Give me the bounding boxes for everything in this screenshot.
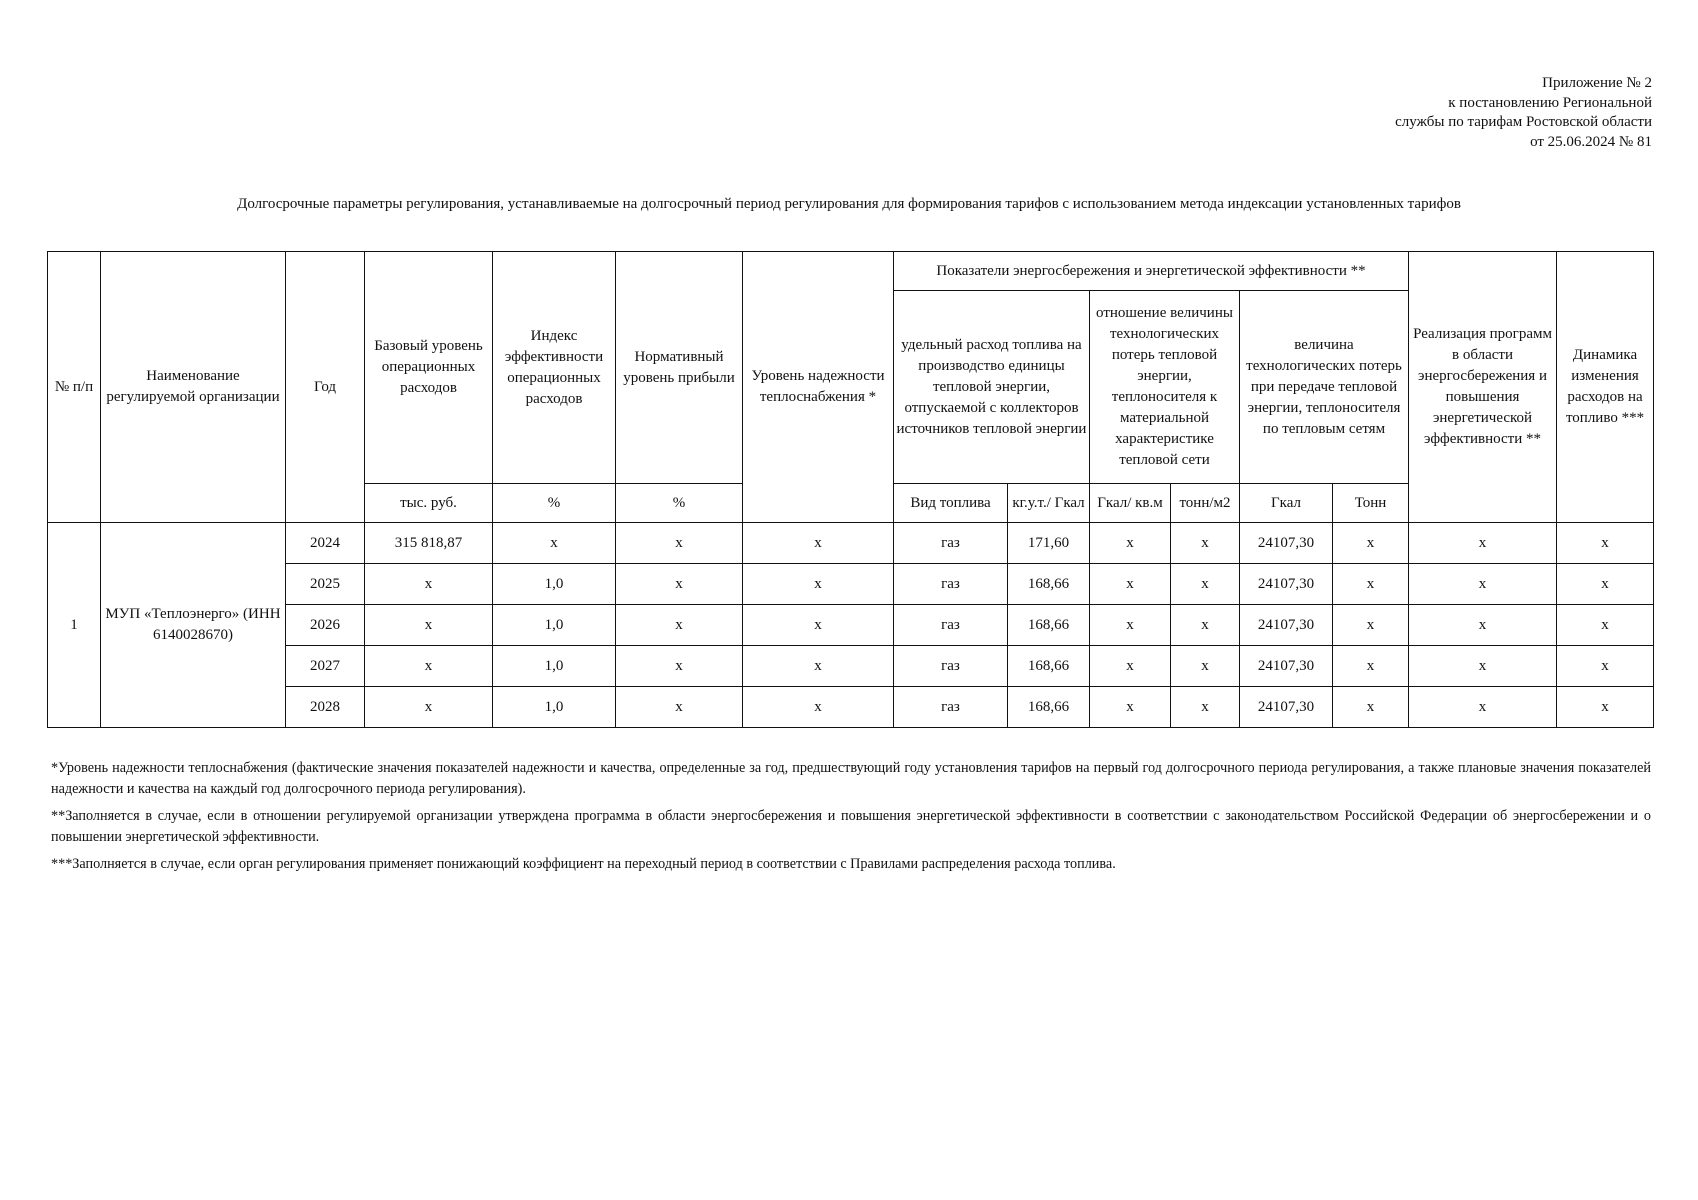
cell-index: 1,0 [493,646,616,687]
org-number: 1 [48,523,101,728]
cell-profit: х [616,646,743,687]
cell-loss-value-tonn: х [1333,687,1409,728]
cell-loss-ratio-tonn: х [1171,646,1240,687]
unit-profit: % [616,484,743,523]
cell-fuel-rate: 168,66 [1008,564,1090,605]
cell-year: 2024 [286,523,365,564]
cell-programs: х [1409,564,1557,605]
unit-loss-value-tonn: Тонн [1333,484,1409,523]
unit-loss-value-gcal: Гкал [1240,484,1333,523]
unit-base: тыс. руб. [365,484,493,523]
cell-fuel-rate: 168,66 [1008,646,1090,687]
cell-year: 2027 [286,646,365,687]
col-header-num: № п/п [48,252,101,523]
cell-programs: х [1409,646,1557,687]
cell-year: 2028 [286,687,365,728]
appendix-line-3: службы по тарифам Ростовской области [1395,114,1652,130]
cell-fuel-dynamics: х [1557,687,1654,728]
appendix-header [1395,74,1652,152]
col-header-loss-ratio: отношение величины технологических потерь тепловой энергии, теплоносителя к материальной характеристике тепловой сети [1090,291,1240,484]
col-header-loss-value: величина технологических потерь при передаче тепловой энергии, теплоносителя по тепловым сетям [1240,291,1409,484]
cell-fuel-dynamics: х [1557,523,1654,564]
cell-loss-value-tonn: х [1333,605,1409,646]
col-header-year: Год [286,252,365,523]
cell-programs: х [1409,687,1557,728]
cell-loss-ratio-gcal: х [1090,564,1171,605]
cell-reliability: х [743,646,894,687]
cell-base: 315 818,87 [365,523,493,564]
cell-loss-value-gcal: 24107,30 [1240,564,1333,605]
footnotes [51,758,1651,881]
cell-loss-value-gcal: 24107,30 [1240,687,1333,728]
cell-base: х [365,605,493,646]
cell-programs: х [1409,523,1557,564]
cell-loss-ratio-gcal: х [1090,605,1171,646]
document-title: Долгосрочные параметры регулирования, устанавливаемые на долгосрочный период регулирования для формирования тарифов с использованием метода индексации установленных тарифов [237,196,1461,212]
footnote-energy-program: **Заполняется в случае, если в отношении регулируемой организации утверждена программа в области энергосбережения и повышения энергетической эффективности в соответствии с законодательством Российской Федерации об энергосбережении и о повышении энергетической эффективности. [51,808,1651,845]
cell-fuel-type: газ [894,687,1008,728]
cell-profit: х [616,605,743,646]
cell-fuel-type: газ [894,646,1008,687]
footnote-reliability: *Уровень надежности теплоснабжения (фактические значения показателей надежности и качества, определенные за год, предшествующий году установления тарифов на первый год долгосрочного периода регулирования, а также плановые значения показателей надежности и качества на каждый год долгосрочного периода регулирования). [51,760,1651,797]
org-name: МУП «Теплоэнерго» (ИНН 6140028670) [101,523,286,728]
cell-fuel-rate: 168,66 [1008,605,1090,646]
cell-base: х [365,646,493,687]
cell-loss-ratio-tonn: х [1171,523,1240,564]
col-header-fuel-rate: удельный расход топлива на производство единицы тепловой энергии, отпускаемой с коллекторов источников тепловой энергии [894,291,1090,484]
cell-fuel-type: газ [894,564,1008,605]
col-header-reliability: Уровень надежности теплоснабжения * [743,252,894,523]
unit-loss-ratio-gcal: Гкал/ кв.м [1090,484,1171,523]
col-header-base-costs: Базовый уровень операционных расходов [365,252,493,484]
cell-programs: х [1409,605,1557,646]
cell-base: х [365,687,493,728]
cell-loss-ratio-gcal: х [1090,687,1171,728]
cell-fuel-type: газ [894,605,1008,646]
cell-loss-value-gcal: 24107,30 [1240,605,1333,646]
cell-fuel-rate: 171,60 [1008,523,1090,564]
cell-loss-ratio-tonn: х [1171,687,1240,728]
cell-loss-value-gcal: 24107,30 [1240,646,1333,687]
unit-index: % [493,484,616,523]
table-row [48,564,1654,605]
cell-loss-ratio-gcal: х [1090,646,1171,687]
cell-loss-value-tonn: х [1333,523,1409,564]
table-row [48,523,1654,564]
cell-loss-value-gcal: 24107,30 [1240,523,1333,564]
col-header-efficiency-index: Индекс эффективности операционных расходов [493,252,616,484]
cell-year: 2026 [286,605,365,646]
cell-reliability: х [743,687,894,728]
cell-fuel-dynamics: х [1557,646,1654,687]
table-row [48,646,1654,687]
cell-profit: х [616,687,743,728]
col-header-programs: Реализация программ в области энергосбережения и повышения энергетической эффективности ** [1409,252,1557,523]
cell-loss-value-tonn: х [1333,564,1409,605]
cell-reliability: х [743,564,894,605]
appendix-date: от 25.06.2024 № 81 [1530,133,1652,150]
cell-index: 1,0 [493,564,616,605]
col-header-profit: Нормативный уровень прибыли [616,252,743,484]
cell-profit: х [616,564,743,605]
unit-fuel-type: Вид топлива [894,484,1008,523]
unit-loss-ratio-tonn: тонн/м2 [1171,484,1240,523]
unit-fuel-rate: кг.у.т./ Гкал [1008,484,1090,523]
cell-fuel-rate: 168,66 [1008,687,1090,728]
cell-profit: х [616,523,743,564]
cell-loss-ratio-gcal: х [1090,523,1171,564]
col-header-org: Наименование регулируемой организации [101,252,286,523]
appendix-line-2: к постановлению Региональной [1448,94,1652,111]
cell-index: 1,0 [493,605,616,646]
parameters-table [47,251,1654,728]
cell-loss-ratio-tonn: х [1171,564,1240,605]
cell-base: х [365,564,493,605]
cell-loss-value-tonn: х [1333,646,1409,687]
appendix-number: Приложение № 2 [1542,75,1652,91]
cell-index: 1,0 [493,687,616,728]
table-row [48,687,1654,728]
footnote-fuel-dynamics: ***Заполняется в случае, если орган регулирования применяет понижающий коэффициент на переходный период в соответствии с Правилами распределения расхода топлива. [51,856,1116,872]
cell-fuel-dynamics: х [1557,605,1654,646]
col-header-energy-group: Показатели энергосбережения и энергетической эффективности ** [894,252,1409,291]
cell-fuel-type: газ [894,523,1008,564]
cell-loss-ratio-tonn: х [1171,605,1240,646]
table-row [48,605,1654,646]
cell-reliability: х [743,605,894,646]
cell-year: 2025 [286,564,365,605]
cell-fuel-dynamics: х [1557,564,1654,605]
cell-index: х [493,523,616,564]
cell-reliability: х [743,523,894,564]
col-header-fuel-dynamics: Динамика изменения расходов на топливо *** [1557,252,1654,523]
